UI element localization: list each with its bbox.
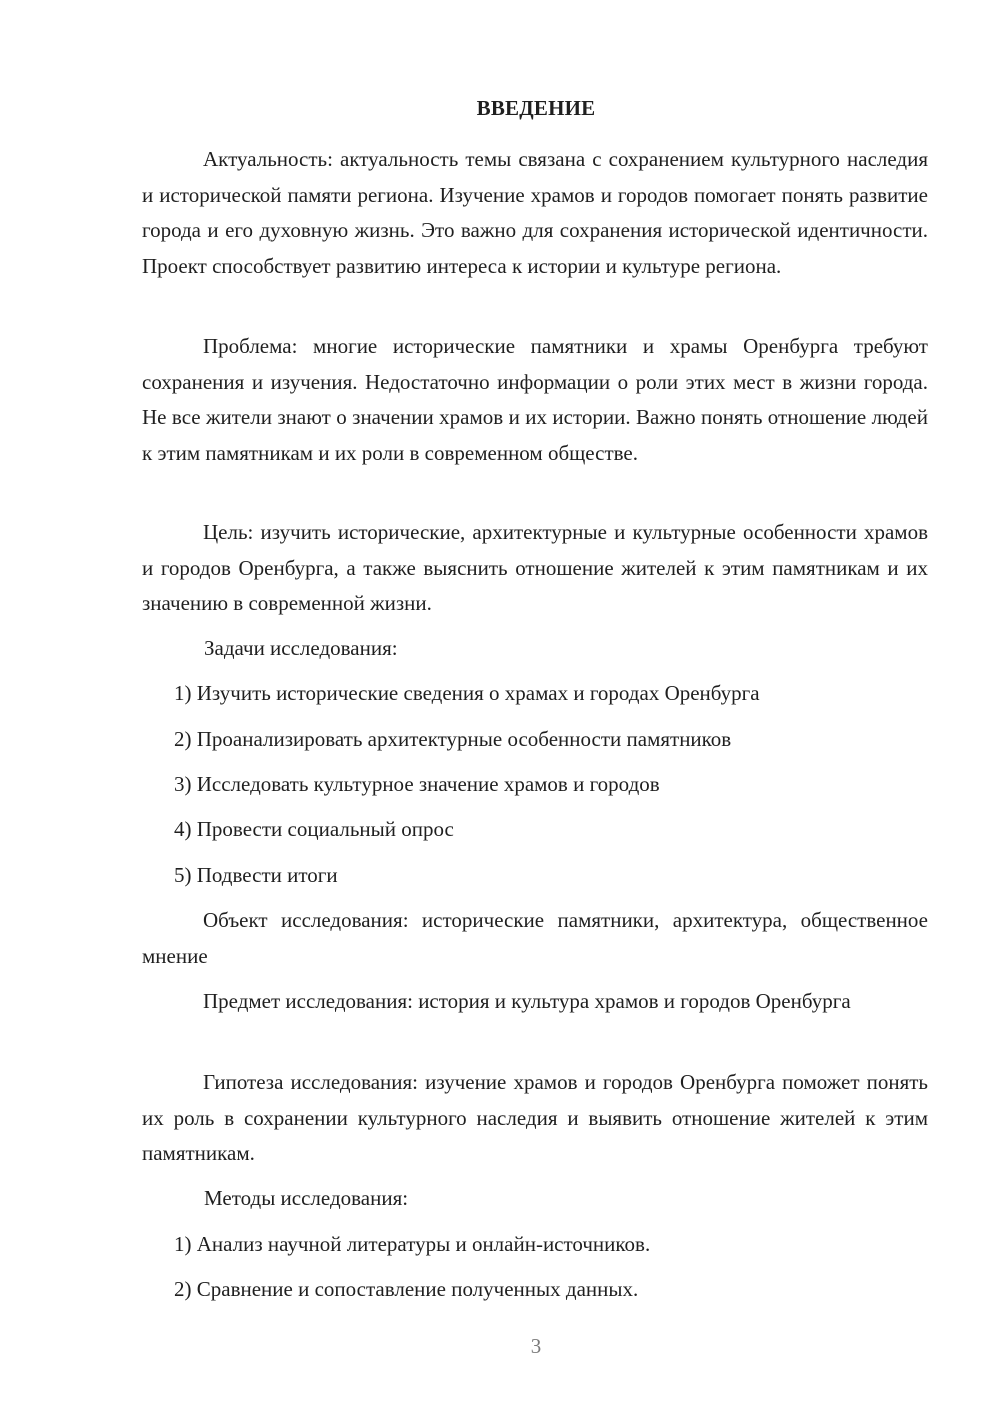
page-title: ВВЕДЕНИЕ — [476, 96, 596, 120]
object-paragraph: Объект исследования: исторические памятники, архитектура, общественное мнение — [142, 908, 928, 968]
method-item: 2) Сравнение и сопоставление полученных данных. — [174, 1277, 639, 1301]
goal-paragraph: Цель: изучить исторические, архитектурные и культурные особенности храмов и городов Оренбурга, а также выяснить отношение жителей к этим памятникам и их значению в современной жизни. — [142, 520, 928, 615]
task-item: 4) Провести социальный опрос — [174, 817, 454, 841]
relevance-paragraph: Актуальность: актуальность темы связана с сохранением культурного наследия и исторической памяти региона. Изучение храмов и городов помогает понять развитие города и его духовную жизнь. Это важно для сохранения исторической идентичности. Проект способствует развитию интереса к истории и культуре региона. — [142, 147, 928, 278]
task-item: 2) Проанализировать архитектурные особенности памятников — [174, 727, 732, 751]
subject-paragraph: Предмет исследования: история и культура храмов и городов Оренбурга — [203, 989, 851, 1013]
task-item: 1) Изучить исторические сведения о храмах и городах Оренбурга — [174, 681, 760, 705]
method-item: 1) Анализ научной литературы и онлайн-источников. — [174, 1232, 651, 1256]
problem-paragraph: Проблема: многие исторические памятники и храмы Оренбурга требуют сохранения и изучения. Недостаточно информации о роли этих мест в жизни города. Не все жители знают о значении храмов и их истории. Важно понять отношение людей к этим памятникам и их роли в современном обществе. — [142, 334, 928, 465]
tasks-label: Задачи исследования: — [204, 636, 398, 660]
methods-label: Методы исследования: — [204, 1186, 409, 1210]
hypothesis-paragraph: Гипотеза исследования: изучение храмов и городов Оренбурга поможет понять их роль в сохранении культурного наследия и выявить отношение жителей к этим памятникам. — [142, 1070, 928, 1165]
task-item: 5) Подвести итоги — [174, 863, 338, 887]
task-item: 3) Исследовать культурное значение храмов и городов — [174, 772, 660, 796]
page-number: 3 — [530, 1334, 542, 1358]
